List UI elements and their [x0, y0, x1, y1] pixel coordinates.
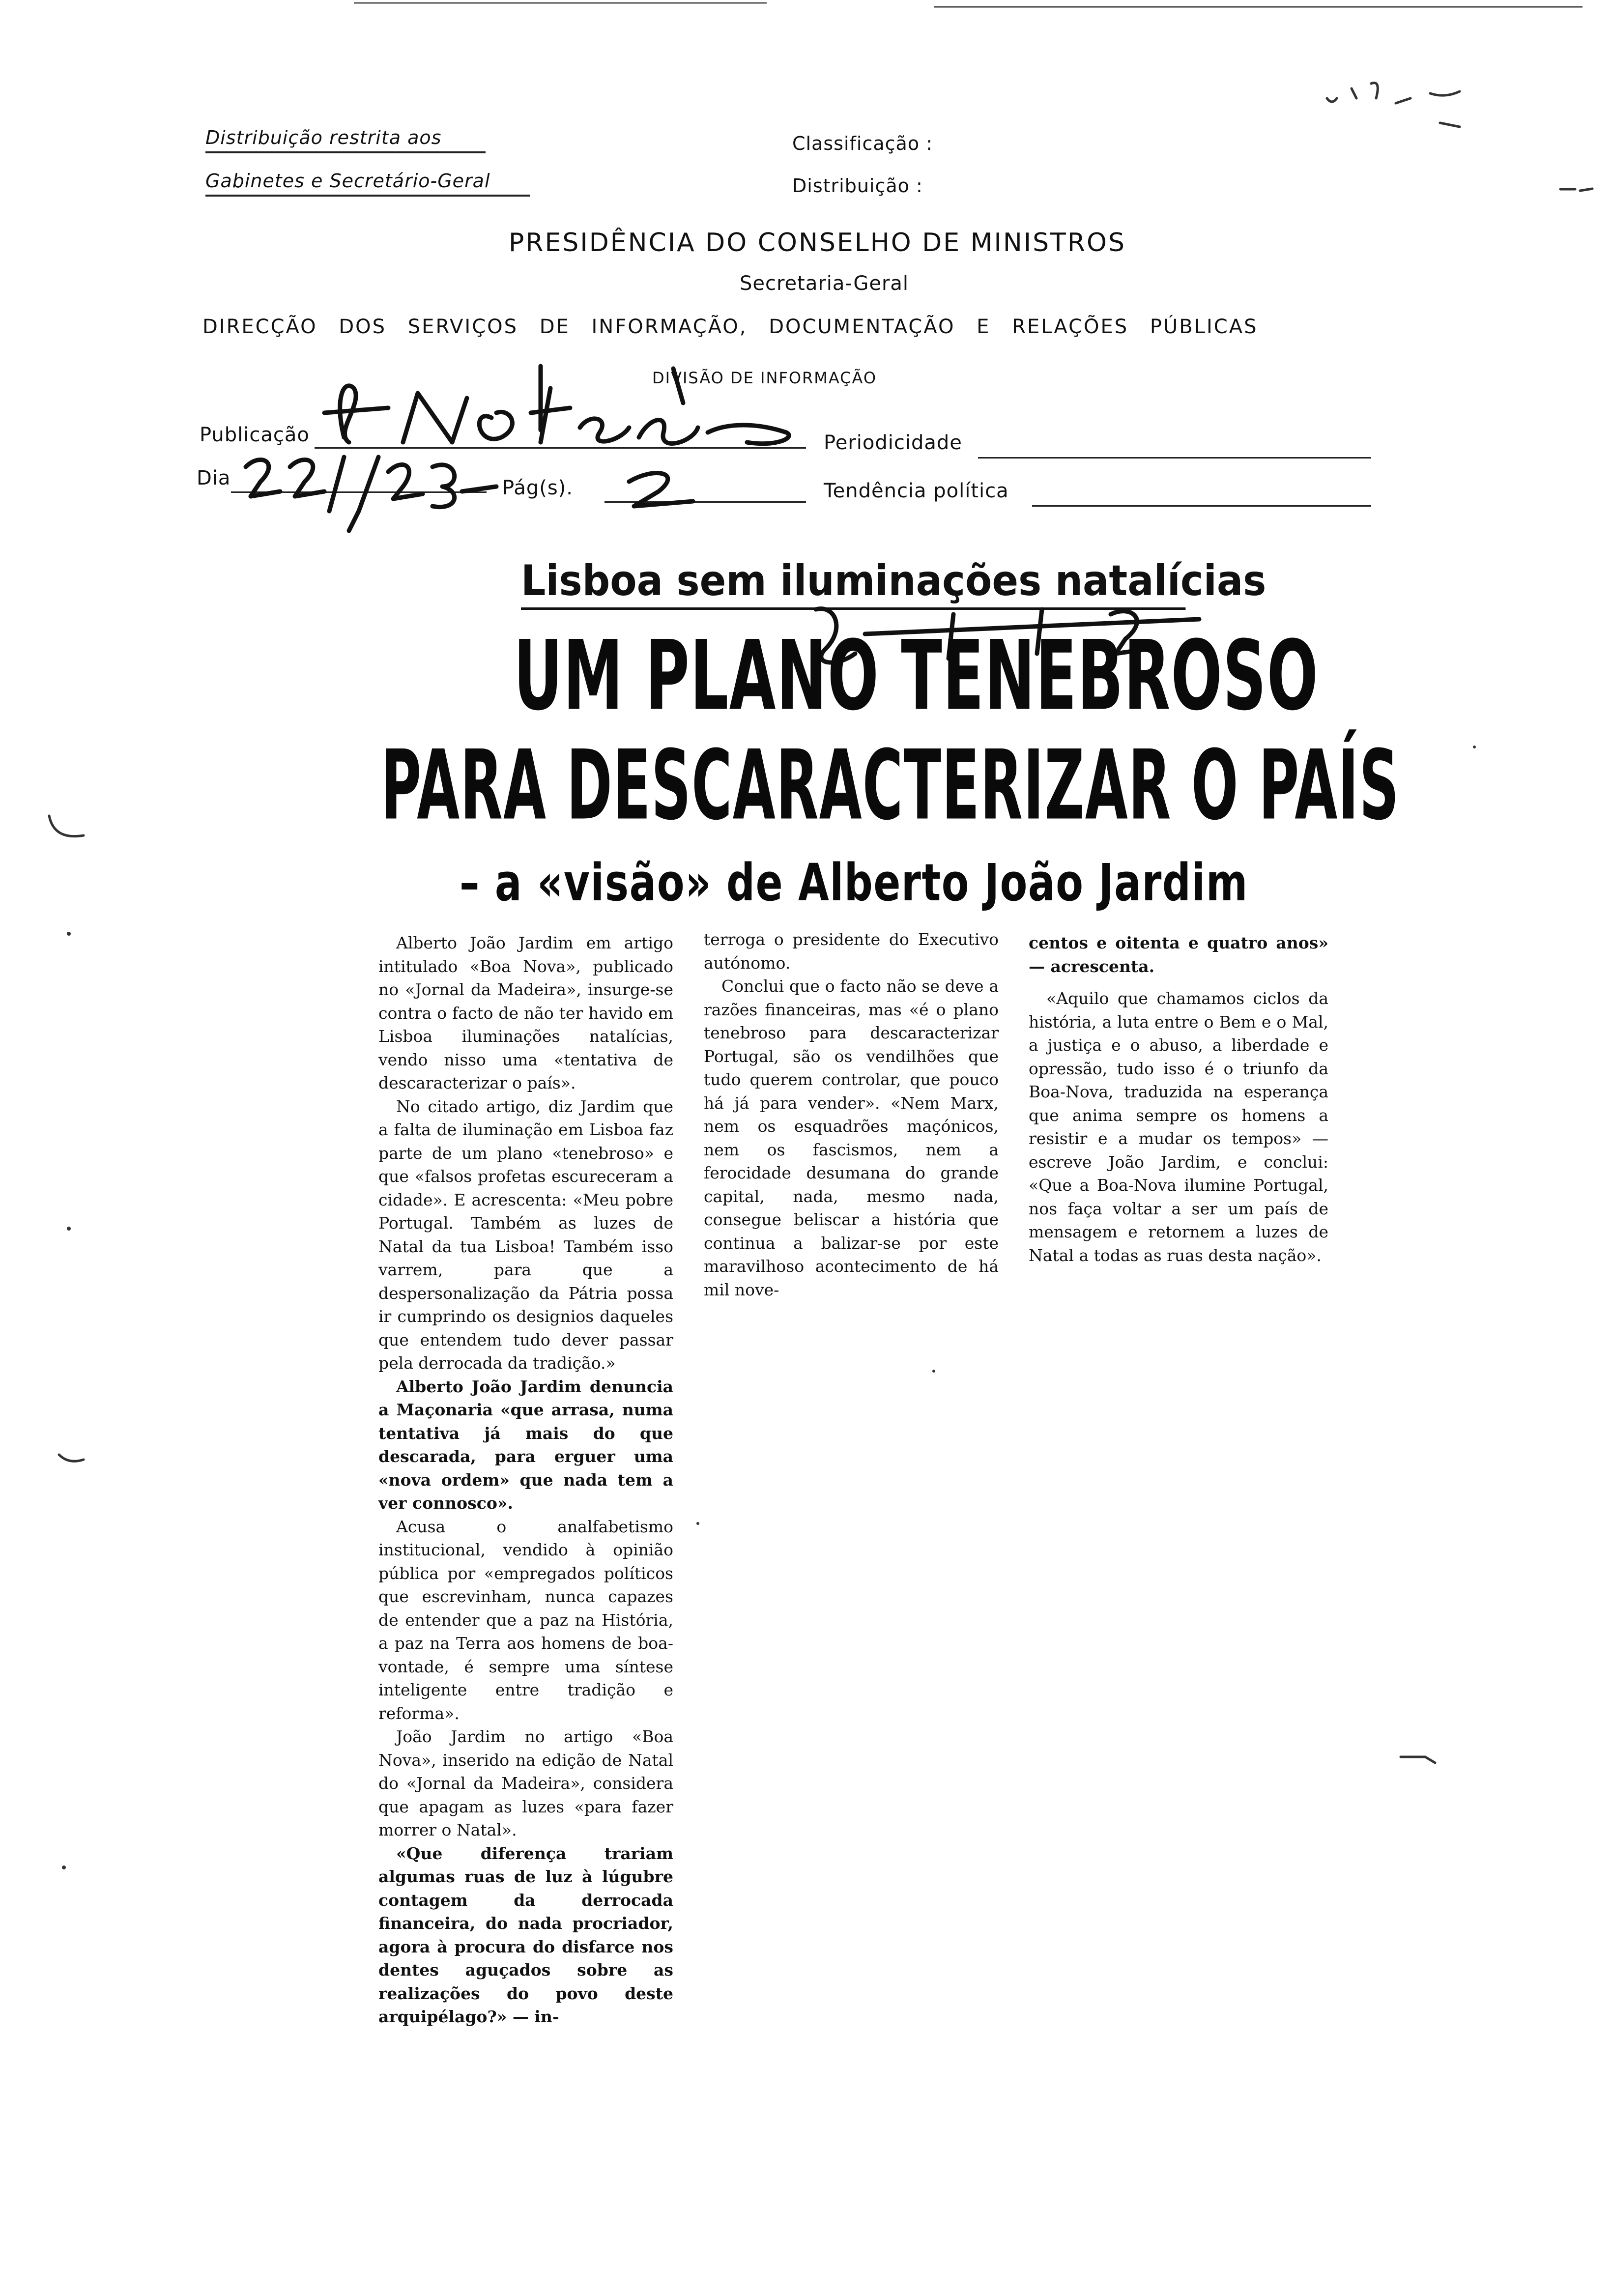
- article-column-2: [704, 928, 999, 1301]
- periodicity-label: Periodicidade: [824, 431, 962, 454]
- scan-mark-right: [1558, 182, 1597, 197]
- article-headline-line1: UM PLANO TENEBROSO: [514, 620, 1319, 732]
- day-label: Dia: [197, 467, 231, 489]
- handwritten-date: [231, 437, 506, 536]
- scan-mark-left-1: [44, 811, 93, 845]
- column-1-paragraph-5: João Jardim no artigo «Boa Nova», inserido na edição de Natal do «Jornal da Madeira», considera que apagam as luzes «para fazer morrer o Natal».: [378, 1727, 673, 1839]
- column-1-paragraph-1: Alberto João Jardim em artigo intitulado «Boa Nova», publicado no «Jornal da Madeira», insurge-se contra o facto de não ter havido em Lisboa iluminações natalícias, vendo nisso uma «tentativa de descaracterizar o país».: [378, 933, 673, 1092]
- article-column-3: [1029, 931, 1328, 1267]
- scan-mark-right-2: [1396, 1750, 1445, 1769]
- article-headline-line2: PARA DESCARACTERIZAR O PAÍS: [381, 730, 1400, 842]
- handwritten-pages: [614, 467, 722, 511]
- column-2-paragraph-1: terroga o presidente do Executivo autónomo.: [704, 930, 999, 973]
- distribution-restriction-line1: Distribuição restrita aos: [205, 127, 486, 153]
- division-title: DIVISÃO DE INFORMAÇÃO: [652, 369, 877, 387]
- classification-label: Classificação :: [792, 133, 933, 154]
- column-1-paragraph-2: No citado artigo, diz Jardim que a falta de iluminação em Lisboa faz parte de um plano «tenebroso» e que «falsos profetas escureceram a cidade». E acrescenta: «Meu pobre Portugal. Também as luzes de Natal da tua Lisboa! Também isso varrem, para que a despersonalização da Pátria possa ir cumprindo os designios daqueles que entendem tudo dever passar pela derrocada da tradição.»: [378, 1096, 673, 1373]
- distribution-restriction-line2: Gabinetes e Secretário-Geral: [205, 170, 530, 197]
- article-kicker: Lisboa sem iluminações natalícias: [521, 556, 1185, 610]
- political-tendency-rule: [1032, 505, 1371, 507]
- directorate-title: DIRECÇÃO DOS SERVIÇOS DE INFORMAÇÃO, DOCUMENTAÇÃO E RELAÇÕES PÚBLICAS: [202, 316, 1258, 338]
- column-3-paragraph-1: centos e oitenta e quatro anos» — acrescenta.: [1029, 933, 1328, 976]
- political-tendency-label: Tendência política: [824, 480, 1009, 502]
- scan-mark-left-2: [54, 1450, 93, 1469]
- column-1-paragraph-4: Acusa o analfabetismo institucional, vendido à opinião pública por «empregados políticos que escrevinham, nunca capazes de entender que a paz na História, a paz na Terra aos homens de boa-vontade, é sempre uma síntese inteligente entre tradição e reforma».: [378, 1517, 673, 1723]
- scan-scribble-top-right: [1317, 69, 1484, 143]
- column-2-paragraph-2: Conclui que o facto não se deve a razões financeiras, mas «é o plano tenebroso para descaracterizar Portugal, são os vendilhões que tudo querem controlar, que pouco há já para vender». «Nem Marx, nem os esquadrões maçónicos, nem os fascismos, nem a ferocidade desumana do grande capital, nada, mesmo nada, consegue beliscar a história que continua a balizar-se por este maravilhoso acontecimento de há mil nove-: [704, 976, 999, 1299]
- presidency-title: PRESIDÊNCIA DO CONSELHO DE MINISTROS: [509, 228, 1126, 258]
- publication-label: Publicação: [200, 424, 310, 446]
- column-1-paragraph-6: «Que diferença trariam algumas ruas de luz à lúgubre contagem da derrocada financeira, do nada procriador, agora à procura do disfarce nos dentes aguçados sobre as realizações do povo deste arquipélago?» — in-: [378, 1843, 673, 2026]
- periodicity-rule: [978, 457, 1371, 459]
- handwritten-stroke-vertical: [531, 364, 550, 432]
- column-1-paragraph-3: Alberto João Jardim denuncia a Maçonaria «que arrasa, numa tentativa já mais do que descarada, para erguer uma «nova ordem» que nada tem a ver connosco».: [378, 1377, 673, 1513]
- article-column-1: [378, 931, 673, 2029]
- article-subheadline: – a «visão» de Alberto João Jardim: [460, 853, 1249, 913]
- column-3-paragraph-2: «Aquilo que chamamos ciclos da história, a luta entre o Bem e o Mal, a justiça e o abuso, a liberdade e opressão, tudo isso é o triunfo da Boa-Nova, traduzida na esperança que anima sempre os homens a resistir e a mudar os tempos» — escreve João Jardim, e conclui: «Que a Boa-Nova ilumine Portugal, nos faça voltar a ser um país de mensagem e retornem a luzes de Natal a todas as ruas desta nação».: [1029, 989, 1328, 1265]
- distribution-label: Distribuição :: [792, 175, 923, 197]
- secretariat-title: Secretaria-Geral: [740, 272, 909, 295]
- pages-label: Pág(s).: [502, 477, 573, 499]
- scan-top-lines: [0, 0, 1612, 20]
